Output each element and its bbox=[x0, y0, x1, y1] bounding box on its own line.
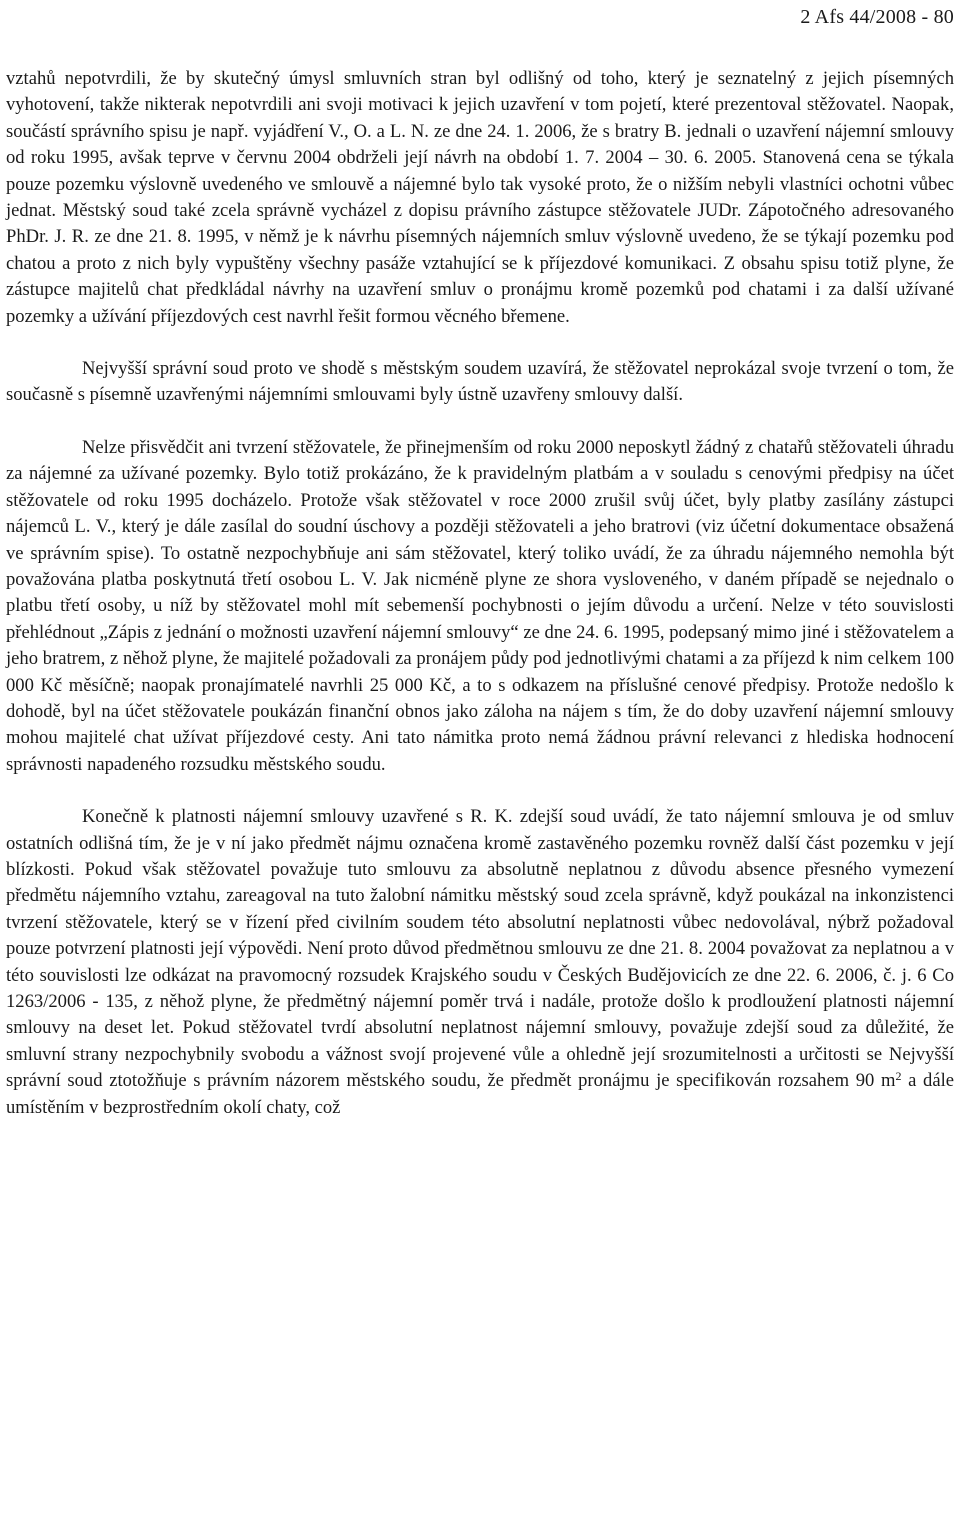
paragraph-spacer bbox=[6, 409, 954, 435]
paragraph-spacer bbox=[6, 778, 954, 804]
paragraph-spacer bbox=[6, 330, 954, 356]
square-meter-exponent: 2 bbox=[895, 1069, 902, 1084]
document-body bbox=[6, 66, 954, 1121]
paragraph-conclusion: Nejvyšší správní soud proto ve shodě s městským soudem uzavírá, že stěžovatel neprokázal svoje tvrzení o tom, že současně s písemně uzavřenými nájemními smlouvami byly ústně uzavřeny smlouvy další. bbox=[6, 358, 954, 406]
paragraph-text-continued: a dále umístěním v bezprostředním okolí chaty, což bbox=[6, 1070, 954, 1118]
paragraph-continued: vztahů nepotvrdili, že by skutečný úmysl smluvních stran byl odlišný od toho, který je seznatelný z jejich písemných vyhotovení, takže nikterak nepotvrdili ani svoji motivaci k jejich uzavření v tom pojetí, které prezentoval stěžovatel. Naopak, součástí správního spisu je např. vyjádření V., O. a L. N. ze dne 24. 1. 2006, že s bratry B. jednali o uzavření nájemní smlouvy od roku 1995, avšak teprve v červnu 2004 obdrželi její návrh na období 1. 7. 2004 – 30. 6. 2005. Stanovená cena se týkala pouze pozemku výslovně uvedeného ve smlouvě a nájemné bylo tak vysoké proto, že o nižším nebyli vlastníci ochotni vůbec jednat. Městský soud také zcela správně vycházel z dopisu právního zástupce stěžovatele JUDr. Zápotočného adresovaného PhDr. J. R. ze dne 21. 8. 1995, v němž je k návrhu písemných nájemních smluv výslovně uvedeno, že se týkají pozemku pod chatou a proto z nich byly vypuštěny všechny pasáže vztahující se k příjezdové komunikaci. Z obsahu spisu totiž plyne, že zástupce majitelů chat předkládal návrhy na uzavření smluv o pronájmu kromě pozemků pod chatami i za další užívané pozemky a užívání příjezdových cest navrhl řešit formou věcného břemene. bbox=[6, 68, 954, 327]
paragraph-text: Konečně k platnosti nájemní smlouvy uzavřené s R. K. zdejší soud uvádí, že tato nájemní smlouva je od smluv ostatních odlišná tím, že je v ní jako předmět nájmu označena kromě zastavěného pozemku rovněž další část pozemku v její blízkosti. Pokud však stěžovatel považuje tuto smlouvu za absolutně neplatnou z důvodu absence přesného vymezení předmětu nájemního vztahu, zareagoval na tuto žalobní námitku městský soud zcela správně, když poukázal na inkonzistenci tvrzení stěžovatele, který se v řízení před civilním soudem této absolutní neplatnosti vůbec nedovolával, nýbrž požadoval pouze potvrzení platnosti její výpovědi. Není proto důvod předmětnou smlouvu ze dne 21. 8. 2004 považovat za neplatnou a v této souvislosti lze odkázat na pravomocný rozsudek Krajského soudu v Českých Budějovicích ze dne 22. 6. 2006, č. j. 6 Co 1263/2006 - 135, z něhož plyne, že předmětný nájemní poměr trvá i nadále, protože došlo k prodloužení platnosti nájemní smlouvy na deset let. Pokud stěžovatel tvrdí absolutní neplatnost nájemní smlouvy, považuje zdejší soud za důležité, že smluvní strany nezpochybnily svobodu a vážnost svojí projevené vůle a ohledně její srozumitelnosti a určitosti se Nejvyšší správní soud ztotožňuje s právním názorem městského soudu, že předmět pronájmu je specifikován rozsahem 90 m bbox=[6, 806, 954, 1092]
paragraph-payments: Nelze přisvědčit ani tvrzení stěžovatele, že přinejmenším od roku 2000 neposkytl žádný z chatařů stěžovateli úhradu za nájemné za užívané pozemky. Bylo totiž prokázáno, že k pravidelným platbám a v souladu s cenovými předpisy na účet stěžovatele od roku 1995 docházelo. Protože však stěžovatel v roce 2000 zrušil svůj účet, byly platby zasílány zástupci nájemců L. V., který je dále zasílal do soudní úschovy a později stěžovateli a jeho bratrovi (viz účetní dokumentace obsažená ve správním spise). To ostatně nezpochybňuje ani sám stěžovatel, který toliko uvádí, že za úhradu nájemného nemohla být považována platba poskytnutá třetí osobou L. V. Jak nicméně plyne ze shora vysloveného, v daném případě se nejednalo o platbu třetí osoby, u níž by stěžovatel mohl mít sebemenší pochybnosti o jejím důvodu a určení. Nelze v této souvislosti přehlédnout „Zápis z jednání o možnosti uzavření nájemní smlouvy“ ze dne 24. 6. 1995, podepsaný mimo jiné i stěžovatelem a jeho bratrem, z něhož plyne, že majitelé požadovali za pronájem půdy pod jednotlivými chatami a za příjezd k nim celkem 100 000 Kč měsíčně; naopak pronajímatelé navrhli 25 000 Kč, a to s odkazem na příslušné cenové předpisy. Protože nedošlo k dohodě, byl na účet stěžovatele poukázán finanční obnos jako záloha na nájem s tím, že do doby uzavření nájemní smlouvy mohou majitelé chat užívat příjezdové cesty. Ani tato námitka proto nemá žádnou právní relevanci z hlediska hodnocení správnosti napadeného rozsudku městského soudu. bbox=[6, 436, 954, 775]
paragraph-lease-validity bbox=[6, 804, 954, 1121]
page-reference: 2 Afs 44/2008 - 80 bbox=[800, 6, 954, 28]
